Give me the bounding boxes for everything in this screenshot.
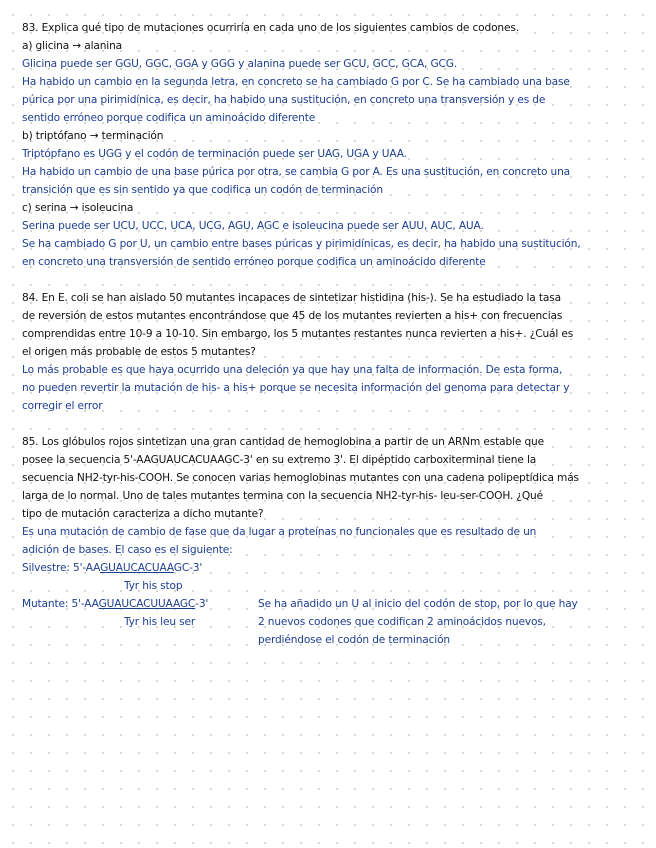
wildtype-suffix: GC-3' [173, 562, 203, 574]
q85-question-4: larga de lo normal. Uno de tales mutantes termina con la secuencia NH2-tyr-his- leu-ser-COOH. ¿Qué [22, 490, 543, 502]
wildtype-sequence [22, 561, 202, 577]
wildtype-prefix: Silvestre: 5'-AA [22, 562, 101, 574]
q85-answer-1: Es una mutación de cambio de fase que da lugar a proteínas no funcionales que es resultado de un [22, 526, 537, 538]
q83-a-answer-2: Ha habido un cambio en la segunda letra, en concreto se ha cambiado G por C. Se ha cambiado una base [22, 76, 570, 88]
mutant-sequence [22, 597, 208, 613]
q83-c-answer-2: Se ha cambiado G por U, un cambio entre bases púricas y pirimidínicas, es decir, ha habido una sustitución, [22, 238, 581, 250]
explanation-note-2: 2 nuevos codones que codifican 2 aminoácidos nuevos, [258, 616, 546, 628]
q84-question-4: el origen más probable de estos 5 mutantes? [22, 346, 256, 358]
q83-c-answer-3: en concreto una transversión de sentido erróneo porque codifica un aminoácido diferente [22, 256, 486, 268]
q83-c-answer-1: Serina puede ser UCU, UCC, UCA, UCG, AGU, AGC e isoleucina puede ser AUU, AUC, AUA. [22, 220, 484, 232]
explanation-note-3: perdiéndose el codón de terminación [258, 634, 450, 646]
q85-question-5: tipo de mutación caracteriza a dicho mutante? [22, 508, 264, 520]
mutant-codons: GUAUCACUUAAGC [98, 598, 196, 610]
wildtype-aminoacids: Tyr his stop [124, 580, 183, 592]
mutant-suffix: -3' [195, 598, 209, 610]
q83-b-answer-2: Ha habido un cambio de una base púrica por otra, se cambia G por A. Es una sustitución, en concreto una [22, 166, 571, 178]
q83-b-answer-3: transición que es sin sentido ya que codifica un codón de terminación [22, 184, 383, 196]
q83-c-label: c) serina → isoleucina [22, 202, 134, 214]
q83-b-answer-1: Triptópfano es UGG y el codón de terminación puede ser UAG, UGA y UAA. [22, 148, 407, 160]
q84-question-1: 84. En E. coli se han aislado 50 mutantes incapaces de sintetizar histidina (his-). Se ha estudiado la tasa [22, 292, 561, 304]
q83-a-answer-4: sentido erróneo porque codifica un aminoácido diferente [22, 112, 316, 124]
q85-question-1: 85. Los glóbulos rojos sintetizan una gran cantidad de hemoglobina a partir de un ARNm estable que [22, 436, 544, 448]
q83-a-answer-3: púrica por una pirimidínica, es decir, ha habido una sustitución, en concreto una transversión y es de [22, 94, 546, 106]
q84-answer-1: Lo más probable es que haya ocurrido una deleción ya que hay una falta de información. De esta forma, [22, 364, 563, 376]
wildtype-codons: GUAUCACUAA [100, 562, 174, 574]
mutant-aminoacids: Tyr his leu ser [124, 616, 196, 628]
q84-question-3: comprendidas entre 10-9 a 10-10. Sin embargo, los 5 mutantes restantes nunca revierten a his+. ¿Cuál es [22, 328, 574, 340]
q85-question-2: posee la secuencia 5'-AAGUAUCACUAAGC-3' en su extremo 3'. El dipéptido carboxiterminal tiene la [22, 454, 537, 466]
q85-answer-2: adición de bases. El caso es el siguiente: [22, 544, 233, 556]
q83-a-answer-1: Glicina puede ser GGU, GGC, GGA y GGG y alanina puede ser GCU, GCC, GCA, GCG. [22, 58, 458, 70]
explanation-note-1: Se ha añadido un U al inicio del codón de stop, por lo que hay [258, 598, 578, 610]
q83-b-label: b) triptófano → terminación [22, 130, 164, 142]
q84-question-2: de reversión de estos mutantes encontrándose que 45 de los mutantes revierten a his+ con frecuencias [22, 310, 563, 322]
q83-a-label: a) glicina → alanina [22, 40, 122, 52]
q84-answer-2: no pueden revertir la mutación de his- a his+ porque se necesita información del genoma para detectar y [22, 382, 570, 394]
q84-answer-3: corregir el error [22, 400, 103, 412]
q85-question-3: secuencia NH2-tyr-his-COOH. Se conocen varias hemoglobinas mutantes con una cadena polipeptídica más [22, 472, 579, 484]
q83-title: 83. Explica qué tipo de mutaciones ocurriría en cada uno de los siguientes cambios de codones. [22, 22, 519, 34]
mutant-prefix: Mutante: 5'-AA [22, 598, 99, 610]
